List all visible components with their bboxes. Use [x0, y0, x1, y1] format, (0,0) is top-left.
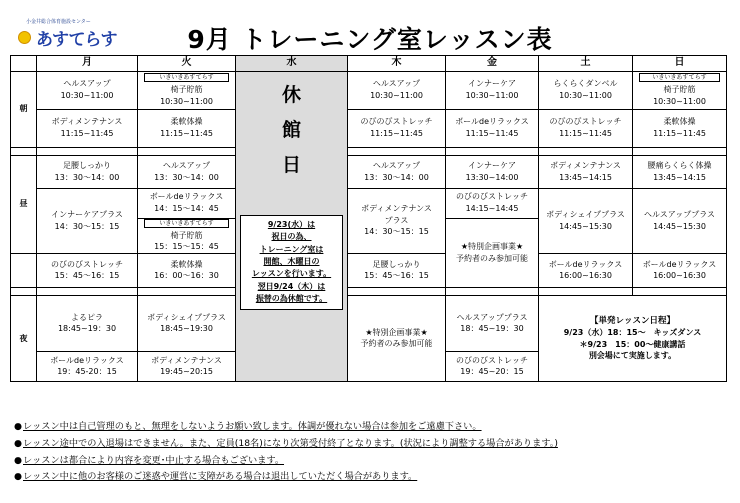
note-item: ●レッスン途中での入退場はできません。また、定員(18名)になり次第受付終了となります。(状況により調整する場合があります。) — [14, 437, 558, 449]
tag-badge: いきいきあすてらす — [144, 73, 229, 82]
lesson-cell: インナーケア 10:30~11:00 — [446, 71, 539, 109]
lesson-cell: ボディメンテナンス 19:45~20:15 — [138, 351, 236, 381]
lesson-cell: ボディメンテナンス プラス 14：30～15：15 — [348, 188, 446, 253]
lesson-cell: ヘルスアッププラス 18：45~19：30 — [446, 295, 539, 351]
header-corner — [11, 56, 37, 72]
lesson-cell: 柔軟体操 16：00～16：30 — [138, 253, 236, 287]
lesson-cell: ヘルスアッププラス 14:45~15:30 — [633, 188, 727, 253]
tag-badge: いきいきあすてらす — [639, 73, 720, 82]
lesson-cell: インナーケア 13:30~14:00 — [446, 155, 539, 188]
lesson-cell: ヘルスアップ 10:30~11:00 — [348, 71, 446, 109]
lesson-cell: ボールdeリラックス 11:15~11:45 — [446, 109, 539, 147]
special-event-cell: ★特別企画事業★ 予約者のみ参加可能 — [348, 295, 446, 381]
period-night: 夜 — [11, 295, 37, 381]
single-lesson-schedule: 【単発レッスン日程】 9/23（水）18：15～ キッズダンス ＊9/23 15：00～健康講話 別会場にて実施します。 — [539, 295, 727, 381]
header-day-thu: 木 — [348, 56, 446, 72]
closed-label-1: 休 — [281, 83, 301, 106]
lesson-cell: ヘルスアップ 10:30~11:00 — [37, 71, 138, 109]
wednesday-closed — [236, 71, 348, 381]
lesson-cell: のびのびストレッチ 15：45～16：15 — [37, 253, 138, 287]
lesson-cell: ボールdeリラックス 19：45-20：15 — [37, 351, 138, 381]
header-day-mon: 月 — [37, 56, 138, 72]
lesson-cell: のびのびストレッチ 11:15~11:45 — [348, 109, 446, 147]
header-day-fri: 金 — [446, 56, 539, 72]
lesson-cell: いきいきあすてらす 椅子貯筋 10:30~11:00 — [633, 71, 727, 109]
period-noon-tail — [11, 253, 37, 287]
lesson-cell: ボディメンテナンス 11:15~11:45 — [37, 109, 138, 147]
logo-subtitle: 小金井総合体育施設センター — [26, 19, 91, 25]
period-morning: 朝 — [11, 71, 37, 147]
page-title: 9月 トレーニング室レッスン表 — [187, 25, 553, 54]
closed-label-2: 館 — [281, 118, 301, 141]
header-day-tue: 火 — [138, 56, 236, 72]
tag-badge: いきいきあすてらす — [144, 219, 229, 228]
header-day-sun: 日 — [633, 56, 727, 72]
lesson-cell: ヘルスアップ 13：30～14：00 — [138, 155, 236, 188]
lesson-cell: ボールdeリラックス 16:00~16:30 — [539, 253, 633, 287]
period-noon: 昼 — [11, 155, 37, 253]
lesson-cell: ボールdeリラックス 16:00~16:30 — [633, 253, 727, 287]
lesson-cell: いきいきあすてらす 椅子貯筋 15：15～15：45 — [138, 218, 236, 253]
lesson-cell: よるピラ 18:45~19：30 — [37, 295, 138, 351]
lesson-cell: ボディメンテナンス 13:45~14:15 — [539, 155, 633, 188]
lesson-cell: のびのびストレッチ 19：45~20：15 — [446, 351, 539, 381]
lesson-cell: インナーケアプラス 14：30～15：15 — [37, 188, 138, 253]
lesson-cell: 柔軟体操 11:15~11:45 — [633, 109, 727, 147]
logo-name: あすてらす — [36, 30, 117, 50]
lesson-cell: 腰痛らくらく体操 13:45~14:15 — [633, 155, 727, 188]
lesson-cell: ボディシェイププラス 14:45~15:30 — [539, 188, 633, 253]
lesson-cell: 足腰しっかり 13：30～14：00 — [37, 155, 138, 188]
lesson-cell: らくらくダンベル 10:30~11:00 — [539, 71, 633, 109]
note-item: ●レッスン中に他のお客様のご迷惑や運営に支障がある場合は退出していただく場合があります。 — [14, 471, 418, 483]
header-day-wed: 水 — [236, 56, 348, 72]
lesson-cell: いきいきあすてらす 椅子貯筋 10:30~11:00 — [138, 71, 236, 109]
note-item: ●レッスン中は自己管理のもと、無理をしないようお願い致します。体調が優れない場合は参加をご遠慮下さい。 — [14, 421, 482, 432]
lesson-cell: のびのびストレッチ 14:15~14:45 — [446, 188, 539, 218]
lesson-schedule-table — [10, 55, 727, 382]
lesson-cell: のびのびストレッチ 11:15~11:45 — [539, 109, 633, 147]
lesson-cell: 柔軟体操 11:15~11:45 — [138, 109, 236, 147]
lesson-cell: ヘルスアップ 13：30～14：00 — [348, 155, 446, 188]
note-item: ●レッスンは都合により内容を変更･中止する場合もございます。 — [14, 454, 285, 466]
lesson-cell: ボールdeリラックス 14：15～14：45 — [138, 188, 236, 218]
special-event-cell: ★特別企画事業★ 予約者のみ参加可能 — [446, 218, 539, 287]
lesson-cell: 足腰しっかり 15：45～16：15 — [348, 253, 446, 287]
holiday-notice: 9/23(水）は 祝日の為、 トレーニング室は 開館、木曜日の レッスンを行います。 翌日9/24（木）は 振替の為休館です。 — [240, 215, 343, 310]
footer-notes — [14, 419, 726, 486]
closed-label-3: 日 — [281, 153, 301, 176]
lesson-cell: ボディシェイププラス 18:45~19:30 — [138, 295, 236, 351]
header-day-sat: 土 — [539, 56, 633, 72]
